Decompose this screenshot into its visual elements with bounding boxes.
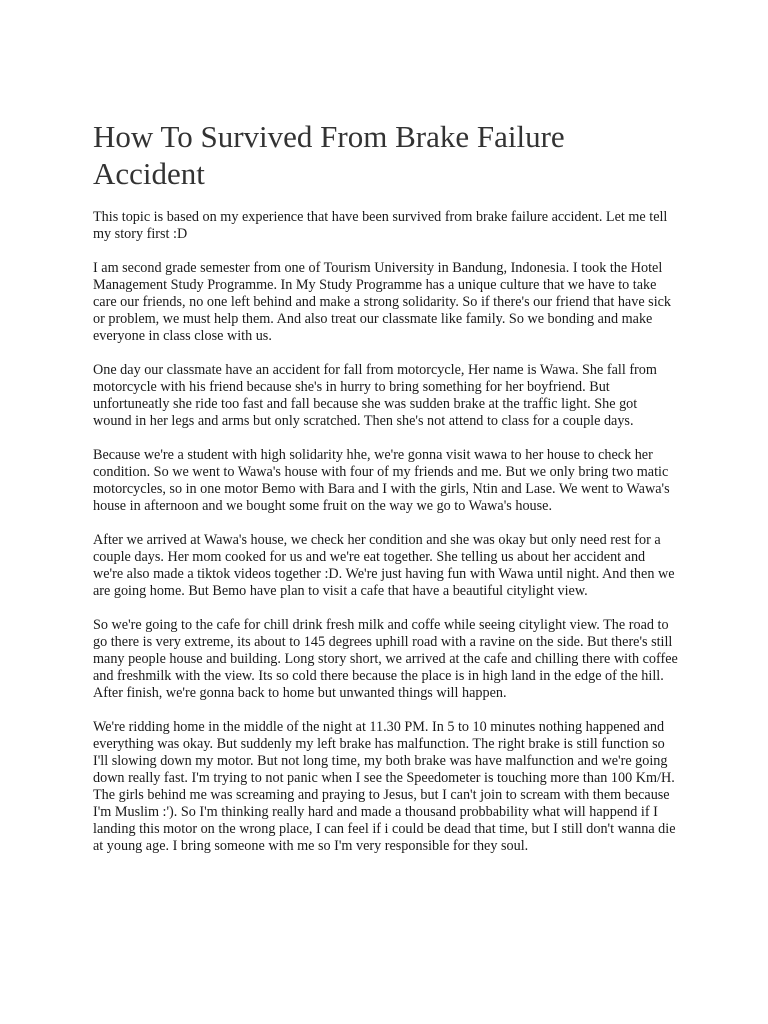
paragraph-brake-failure: We're ridding home in the middle of the night at 11.30 PM. In 5 to 10 minutes nothing happened and everything was okay. But suddenly my left brake has malfunction. The right brake is still function so I'll slowing down my motor. But not long time, my both brake was have malfunction and we're going down really fast. I'm trying to not panic when I see the Speedometer is touching more than 100 Km/H. The girls behind me was screaming and praying to Jesus, but I can't join to scream with them because I'm Muslim :'). So I'm thinking really hard and made a thousand probbability what will happend if I landing this motor on the wrong place, I can feel if i could be dead that time, but I still don't wanna die at young age. I bring someone with me so I'm very responsible for they soul.: [93, 719, 676, 854]
document-page: [93, 118, 678, 872]
paragraph-background: I am second grade semester from one of Tourism University in Bandung, Indonesia. I took the Hotel Management Study Programme. In My Study Programme has a unique culture that we have to take care our friends, no one left behind and make a strong solidarity. So if there's our friend that have sick or problem, we must help them. And also treat our classmate like family. So we bonding and make everyone in class close with us.: [93, 260, 672, 344]
paragraph-accident: One day our classmate have an accident for fall from motorcycle, Her name is Wawa. She fall from motorcycle with his friend because she's in hurry to bring something for her boyfriend. But unfortuneatly she ride too fast and fall because she was sudden brake at the traffic light. She got wound in her legs and arms but only scratched. Then she's not attend to class for a couple days.: [93, 362, 657, 429]
paragraph-intro: This topic is based on my experience that have been survived from brake failure accident. Let me tell my story first :D: [93, 209, 668, 242]
paragraph-visit-plan: Because we're a student with high solidarity hhe, we're gonna visit wawa to her house to check her condition. So we went to Wawa's house with four of my friends and me. But we only bring two matic motorcycles, so in one motor Bemo with Bara and I with the girls, Ntin and Lase. We went to Wawa's house in afternoon and we bought some fruit on the way we go to Wawa's house.: [93, 447, 670, 514]
document-title: How To Survived From Brake Failure Accident: [93, 119, 565, 191]
paragraph-cafe: So we're going to the cafe for chill drink fresh milk and coffe while seeing citylight view. The road to go there is very extreme, its about to 145 degrees uphill road with a ravine on the side. But there's still many people house and building. Long story short, we arrived at the cafe and chilling there with coffee and freshmilk with the view. Its so cold there because the place is in high land in the edge of the hill. After finish, we're gonna back to home but unwanted things will happen.: [93, 617, 678, 701]
paragraph-visit: After we arrived at Wawa's house, we check her condition and she was okay but only need rest for a couple days. Her mom cooked for us and we're eat together. She telling us about her accident and we're also made a tiktok videos together :D. We're just having fun with Wawa until night. And then we are going home. But Bemo have plan to visit a cafe that have a beautiful citylight view.: [93, 532, 675, 599]
